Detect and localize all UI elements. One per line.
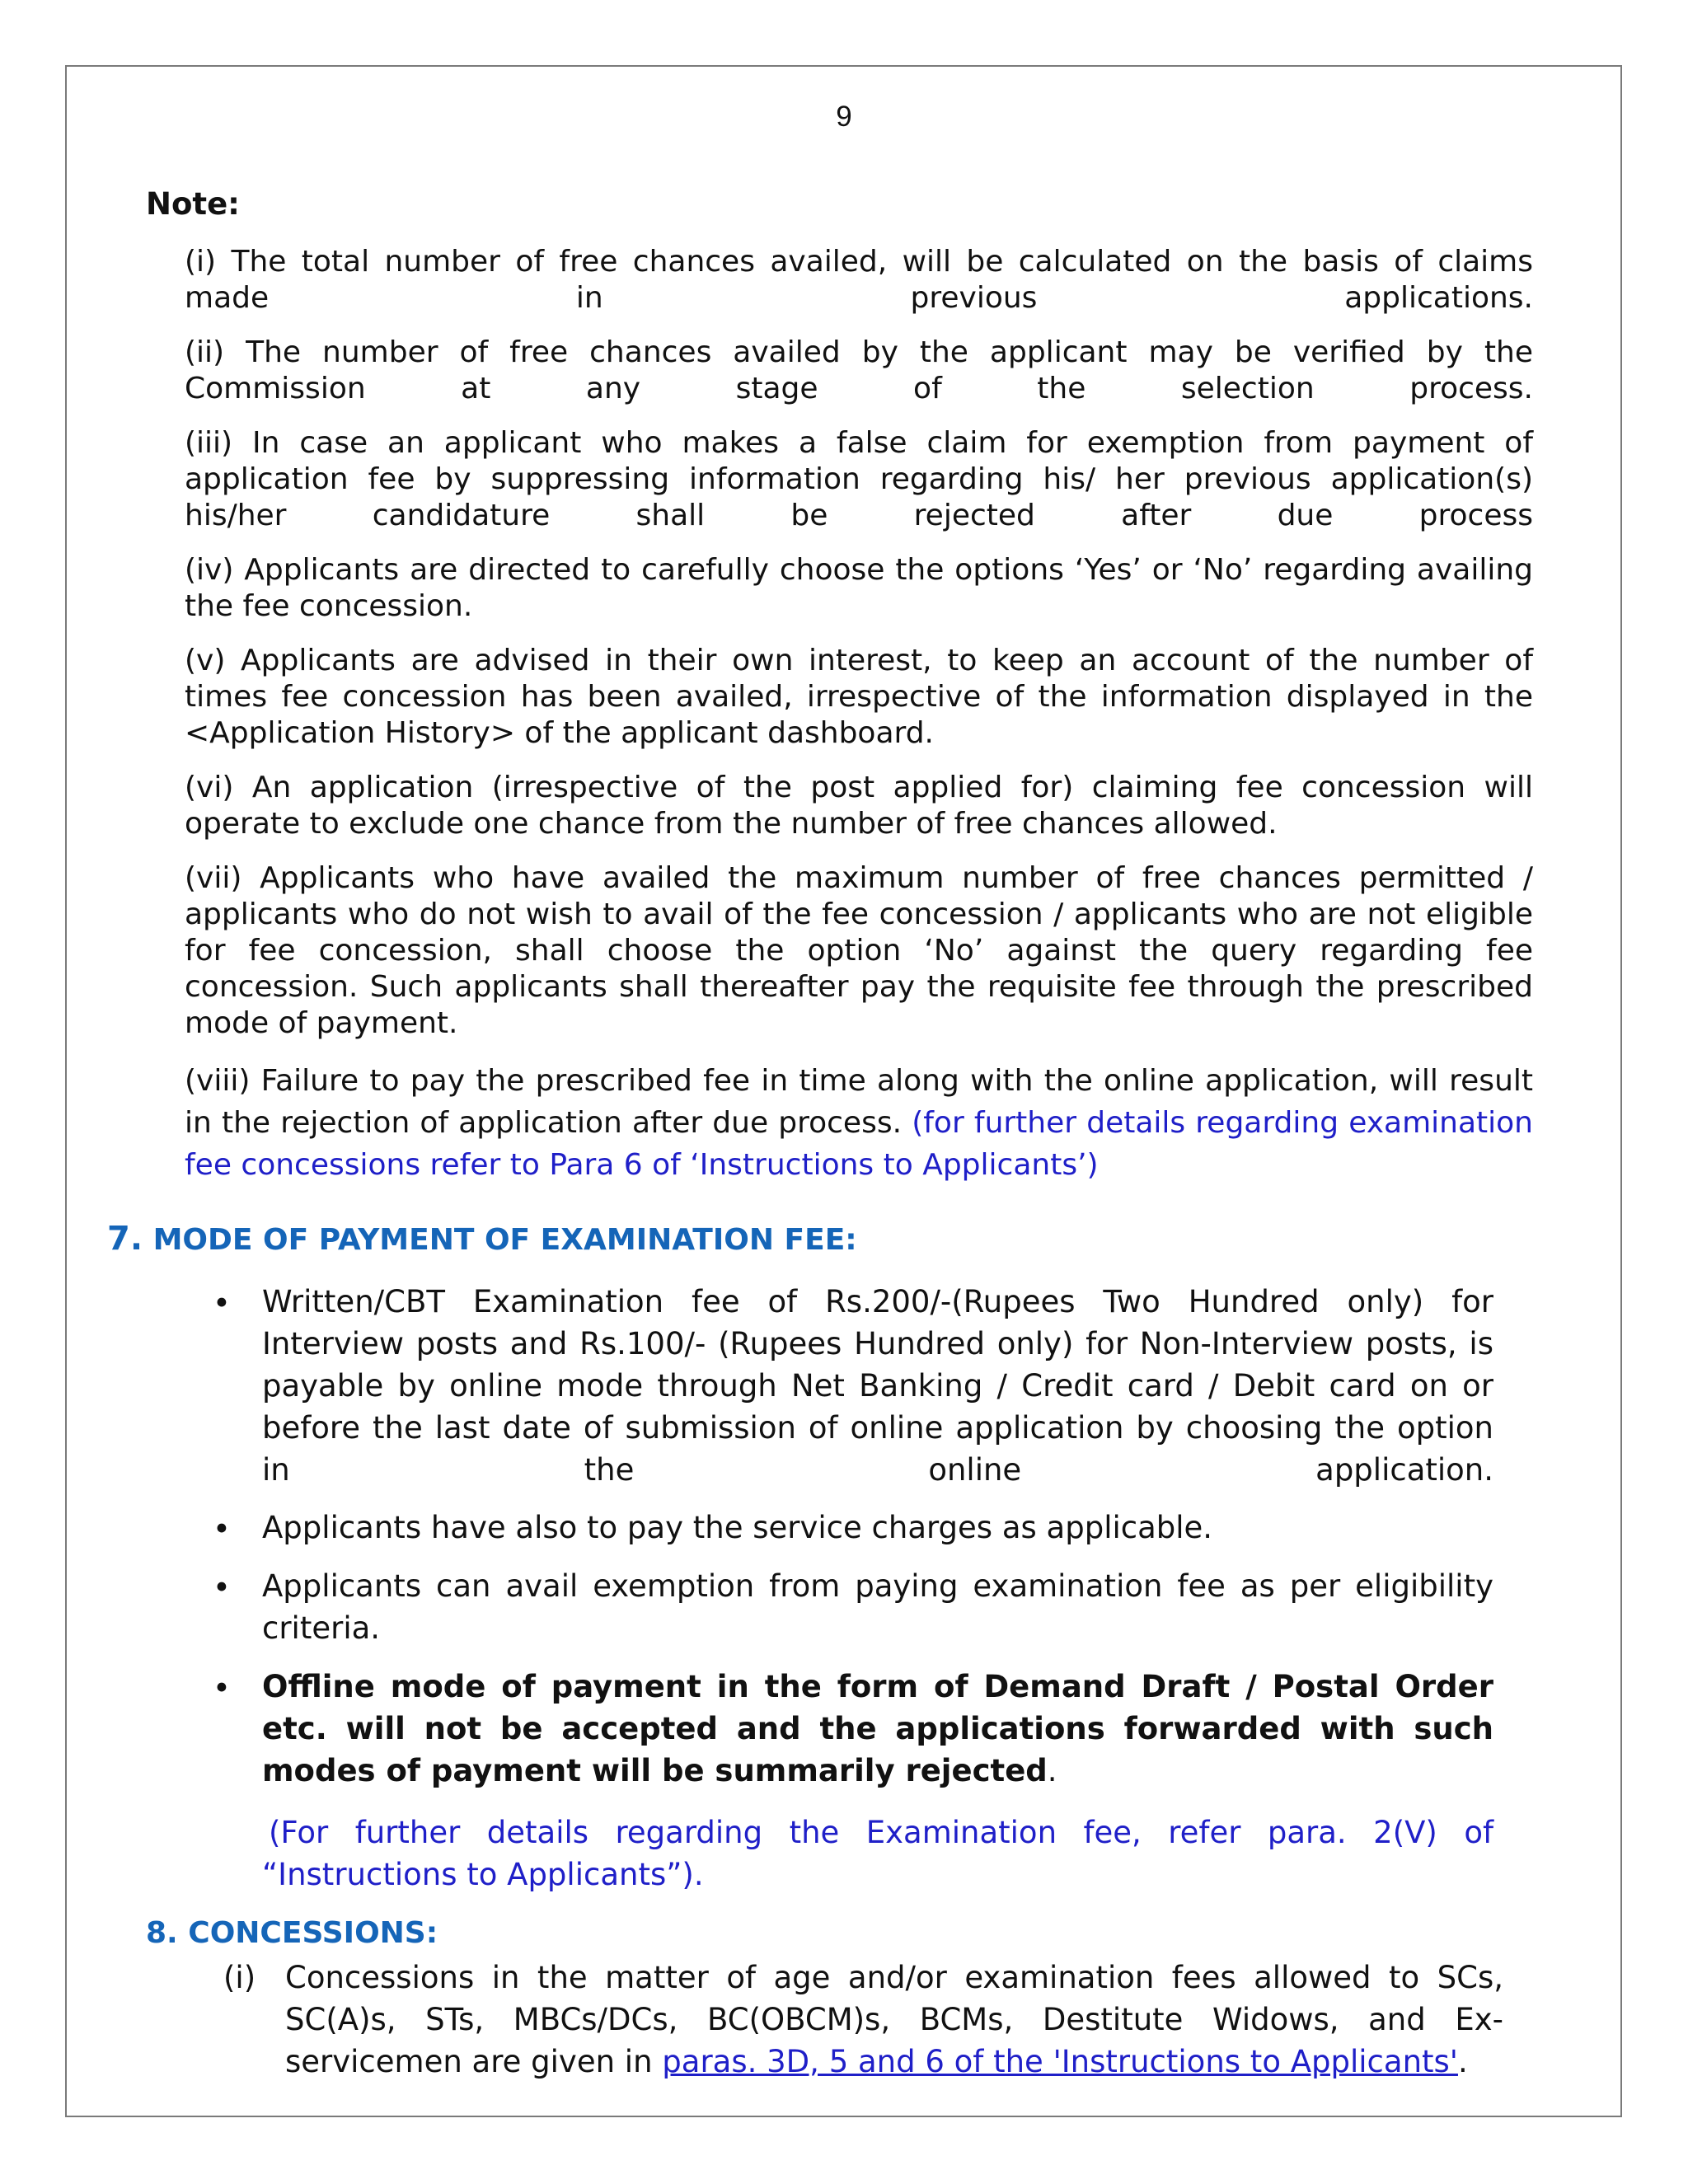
section-7-number: 7. [107, 1220, 143, 1258]
note-item-8-text: (viii) Failure to pay the prescribed fee in time along with the online application, will result in the rejection of application after due process. [185, 1064, 1533, 1140]
note-item-8 [185, 1060, 1533, 1186]
section-7-bullet-1: Written/CBT Examination fee of Rs.200/-(Rupees Two Hundred only) for Interview posts and Rs.100/- (Rupees Hundred only) for Non-Interview posts, is payable by online mode through Net Banking / Credit card / Debit card on or before the last date of submission of online application by choosing the option in the online application. [262, 1284, 1493, 1488]
section-7-bold-notice-end: . [1047, 1753, 1057, 1788]
note-item-3: (iii) In case an applicant who makes a false claim for exemption from payment of application fee by suppressing information regarding his/ her previous application(s) his/her candidature shall be rejected after due process [185, 426, 1533, 532]
section-7-bullet-4 [262, 1666, 1493, 1792]
page-number: 9 [836, 101, 852, 133]
note-item-7: (vii) Applicants who have availed the maximum number of free chances permitted / applicants who do not wish to avail of the fee concession / applicants who are not eligible for fee concession, shall choose the option ‘No’ against the query regarding fee concession. Such applicants shall thereafter pay the requisite fee through the prescribed mode of payment. [185, 861, 1533, 1040]
section-8-number: 8. [146, 1916, 178, 1950]
section-7-bold-notice: Offline mode of payment in the form of Demand Draft / Postal Order etc. will not be accepted and the applications forwarded with such modes of payment will be summarily rejected [262, 1669, 1493, 1788]
bullet-icon: • [213, 1671, 231, 1706]
section-7-reference: (For further details regarding the Examination fee, refer para. 2(V) of “Instructions to Applicants”). [262, 1815, 1493, 1892]
section-8-item-1 [285, 1957, 1503, 2083]
section-8-title: CONCESSIONS: [188, 1916, 438, 1950]
section-8-item-end: . [1457, 2044, 1468, 2079]
section-7-title: MODE OF PAYMENT OF EXAMINATION FEE: [152, 1223, 857, 1257]
section-7-bullet-2: Applicants have also to pay the service charges as applicable. [262, 1510, 1213, 1545]
note-item-2: (ii) The number of free chances availed by the applicant may be verified by the Commission at any stage of the selection process. [185, 335, 1533, 405]
section-8-heading [146, 1916, 438, 1950]
section-7-heading [107, 1220, 857, 1258]
section-8-item-text: Concessions in the matter of age and/or examination fees allowed to SCs, SC(A)s, STs, MBCs/DCs, BC(OBCM)s, BCMs, Destitute Widows, and Ex-servicemen are given in [285, 1960, 1503, 2079]
note-item-1: (i) The total number of free chances availed, will be calculated on the basis of claims made in previous applications. [185, 245, 1533, 315]
section-7-bullet-3: Applicants can avail exemption from paying examination fee as per eligibility criteria. [262, 1568, 1493, 1646]
section-8-item-label: (i) [223, 1960, 256, 1995]
note-item-5: (v) Applicants are advised in their own interest, to keep an account of the number of times fee concession has been availed, irrespective of the information displayed in the <Application History> of the applicant dashboard. [185, 644, 1533, 750]
bullet-icon: • [213, 1286, 231, 1321]
note-item-8-reference: (for further details regarding examination fee concessions refer to Para 6 of ‘Instructions to Applicants’) [185, 1106, 1533, 1182]
note-item-6: (vi) An application (irrespective of the post applied for) claiming fee concession will operate to exclude one chance from the number of free chances allowed. [185, 771, 1533, 841]
bullet-icon: • [213, 1511, 231, 1547]
note-heading: Note: [146, 186, 240, 222]
instructions-link[interactable]: paras. 3D, 5 and 6 of the 'Instructions to Applicants' [662, 2044, 1458, 2079]
note-item-4: (iv) Applicants are directed to carefully choose the options ‘Yes’ or ‘No’ regarding availing the fee concession. [185, 553, 1533, 623]
bullet-icon: • [213, 1570, 231, 1605]
